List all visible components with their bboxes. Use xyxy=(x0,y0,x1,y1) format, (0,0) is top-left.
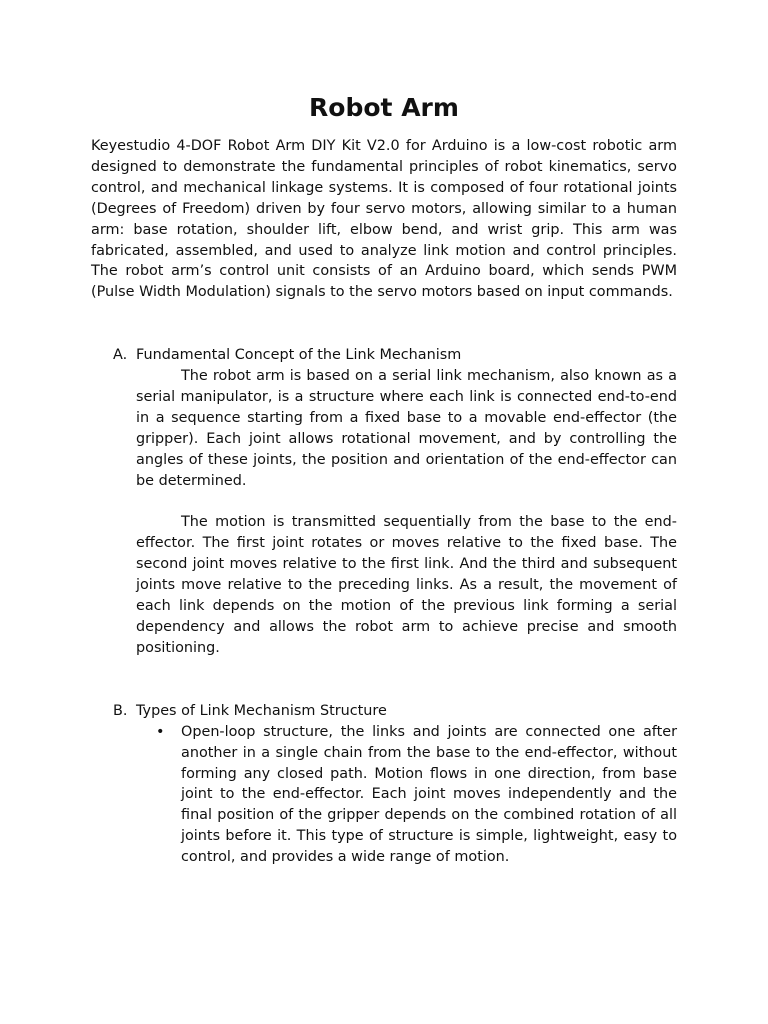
section-a xyxy=(113,345,677,659)
list-item xyxy=(156,722,677,868)
bullet-icon: • xyxy=(156,723,165,740)
bullet-text: Open-loop structure, the links and joints are connected one after another in a single chain from the base to the end-effector, without forming any closed path. Motion flows in one direction, from base joint to the end-effector. Each joint moves independently and the final position of the gripper depends on the combined rotation of all joints before it. This type of structure is simple, lightweight, easy to control, and provides a wide range of motion. xyxy=(181,723,677,866)
section-a-paragraph-1: The robot arm is based on a serial link mechanism, also known as a serial manipulator, is a structure where each link is connected end-to-end in a sequence starting from a fixed base to a movable end-effector (the gripper). Each joint allows rotational movement, and by controlling the angles of these joints, the position and orientation of the end-effector can be determined. xyxy=(136,368,677,489)
intro-paragraph: Keyestudio 4-DOF Robot Arm DIY Kit V2.0 for Arduino is a low-cost robotic arm designed to demonstrate the fundamental principles of robot kinematics, servo control, and mechanical linkage systems. It is composed of four rotational joints (Degrees of Freedom) driven by four servo motors, allowing similar to a human arm: base rotation, shoulder lift, elbow bend, and wrist grip. This arm was fabricated, assembled, and used to analyze link motion and control principles. The robot arm’s control unit consists of an Arduino board, which sends PWM (Pulse Width Modulation) signals to the servo motors based on input commands. xyxy=(91,138,677,301)
section-b-bullet-list xyxy=(136,722,677,868)
document-title: Robot Arm xyxy=(309,93,459,122)
section-a-marker: A. xyxy=(113,347,128,364)
document-page xyxy=(91,90,677,868)
section-b-marker: B. xyxy=(113,702,128,719)
section-a-heading: Fundamental Concept of the Link Mechanism xyxy=(136,347,462,364)
section-a-paragraph-2: The motion is transmitted sequentially from the base to the end-effector. The first joint rotates or moves relative to the fixed base. The second joint moves relative to the first link. And the third and subsequent joints move relative to the preceding links. As a result, the movement of each link depends on the motion of the previous link forming a serial dependency and allows the robot arm to achieve precise and smooth positioning. xyxy=(136,514,677,656)
section-b-heading: Types of Link Mechanism Structure xyxy=(136,702,387,719)
section-b xyxy=(113,701,677,868)
